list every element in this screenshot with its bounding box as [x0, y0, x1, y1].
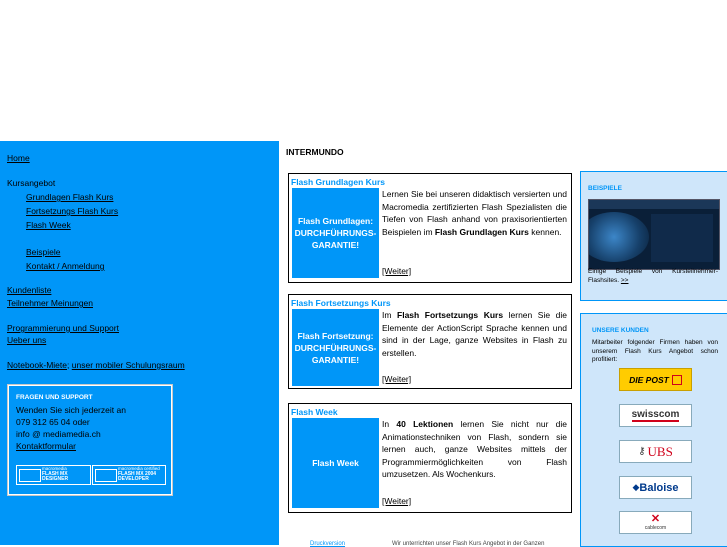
nav-beispiele[interactable]: Beispiele	[26, 247, 61, 257]
badge-flash-developer	[92, 465, 166, 485]
course-description: Lernen Sie bei unseren didaktisch versierten und Macromedia zertifizierten Flash Spezialisten die Tiefen von Flash anhand von praxisorientierten Beispielen im Flash Grundlagen Kurs kennen.	[382, 189, 567, 237]
support-text: Wenden Sie sich jederzeit an	[16, 405, 126, 415]
keys-icon: ⚷	[638, 446, 646, 457]
badge-line: macromedia certified	[118, 466, 160, 471]
nav-separator: ;	[67, 360, 70, 370]
nav-programmierung[interactable]: Programmierung und Support	[7, 323, 119, 333]
logo-text: cablecom	[644, 525, 667, 531]
logo-text: Baloise	[639, 481, 679, 494]
certified-logo-icon	[19, 469, 41, 482]
screenshot-panel	[651, 214, 713, 262]
nav-flash-week[interactable]: Flash Week	[26, 220, 71, 230]
course-card-fortsetzung	[288, 294, 572, 389]
beispiele-more-link[interactable]: >>	[620, 276, 629, 284]
kunden-text: Mitarbeiter folgender Firmen haben von unserem Flash Kurs Angebot schon profitiert:	[592, 339, 718, 363]
logo-text: DIE POST	[629, 374, 669, 385]
nav-schulungsraum[interactable]: unser mobiler Schulungsraum	[71, 360, 185, 370]
screenshot-menubar	[589, 200, 719, 209]
logo-text: UBS	[647, 443, 673, 459]
badge-line: FLASH MX	[42, 471, 68, 477]
course-badge: Flash Week	[292, 418, 379, 508]
footer-text: Wir unterrichten unser Flash Kurs Angebot in der Ganzen	[392, 541, 545, 547]
logo-die-post	[619, 368, 692, 391]
nav-meinungen[interactable]: Teilnehmer Meinungen	[7, 298, 93, 308]
post-horn-icon	[672, 375, 682, 385]
badge-flash-designer	[16, 465, 91, 485]
nav-notebook-row	[7, 360, 185, 370]
course-more-link[interactable]: [Weiter]	[382, 496, 412, 506]
course-description: In 40 Lektionen lernen Sie nicht nur die Animationstechniken von Flash, sondern sie lernen auch, ganze Websites mittels der Programmiermöglichkeiten von Flash umzusetzen. Als Wochenkurs.	[382, 419, 567, 479]
example-screenshot[interactable]	[588, 199, 720, 270]
logo-text: swisscom	[631, 409, 680, 420]
nav-fortsetzungs-kurs[interactable]: Fortsetzungs Flash Kurs	[26, 206, 119, 216]
baloise-mark-icon: ◆	[632, 482, 640, 492]
page-title: INTERMUNDO	[286, 147, 344, 157]
nav-ueber-uns[interactable]: Ueber uns	[7, 335, 47, 345]
beispiele-panel	[580, 171, 727, 301]
logo-ubs	[619, 440, 692, 463]
course-title[interactable]: Flash Week	[291, 407, 338, 417]
support-form-link[interactable]: Kontaktformular	[16, 441, 76, 451]
badge-line: DEVELOPER	[118, 476, 149, 482]
beispiele-caption: Einige Beispiele von Kursteilnehmer-Flashsites. >>	[588, 268, 718, 284]
badge-line: macromedia	[42, 466, 67, 471]
support-email[interactable]: info @ mediamedia.ch	[16, 429, 101, 439]
nav-grundlagen-kurs[interactable]: Grundlagen Flash Kurs	[26, 192, 114, 202]
logo-swisscom	[619, 404, 692, 427]
logo-baloise	[619, 476, 692, 499]
print-link[interactable]: Druckversion	[310, 541, 346, 547]
cablecom-x-icon: ✕	[650, 513, 661, 525]
course-title[interactable]: Flash Fortsetzungs Kurs	[291, 298, 391, 308]
kunden-panel	[580, 313, 727, 547]
nav-notebook-miete[interactable]: Notebook-Miete	[7, 360, 68, 370]
course-more-link[interactable]: [Weiter]	[382, 266, 412, 276]
course-badge: Flash Fortsetzung: DURCHFÜHRUNGS-GARANTIE!	[292, 309, 379, 386]
certified-logo-icon	[95, 469, 117, 482]
course-badge: Flash Grundlagen: DURCHFÜHRUNGS-GARANTIE!	[292, 188, 379, 278]
kunden-title: UNSERE KUNDEN	[592, 327, 649, 334]
support-phone: 079 312 65 04 oder	[16, 417, 90, 427]
course-card-grundlagen	[288, 173, 572, 283]
course-more-link[interactable]: [Weiter]	[382, 374, 412, 384]
course-description: Im Flash Fortsetzungs Kurs lernen Sie die Elemente der ActionScript Sprache kennen und sind in der Lage, ganze Websites in Flash zu erstellen.	[382, 310, 567, 358]
logo-cablecom	[619, 511, 692, 534]
sidebar	[0, 141, 279, 545]
support-box	[7, 384, 173, 496]
screenshot-glow	[588, 212, 649, 262]
nav-kursangebot-label: Kursangebot	[7, 178, 56, 188]
course-title[interactable]: Flash Grundlagen Kurs	[291, 177, 385, 187]
course-card-flash-week	[288, 403, 572, 513]
support-title: FRAGEN UND SUPPORT	[16, 394, 93, 401]
nav-kontakt[interactable]: Kontakt / Anmeldung	[26, 261, 105, 271]
nav-home[interactable]: Home	[7, 153, 30, 163]
badge-line: FLASH MX 2004	[118, 471, 157, 477]
beispiele-title: BEISPIELE	[588, 185, 622, 192]
nav-kundenliste[interactable]: Kundenliste	[7, 285, 52, 295]
badge-line: DESIGNER	[42, 476, 69, 482]
